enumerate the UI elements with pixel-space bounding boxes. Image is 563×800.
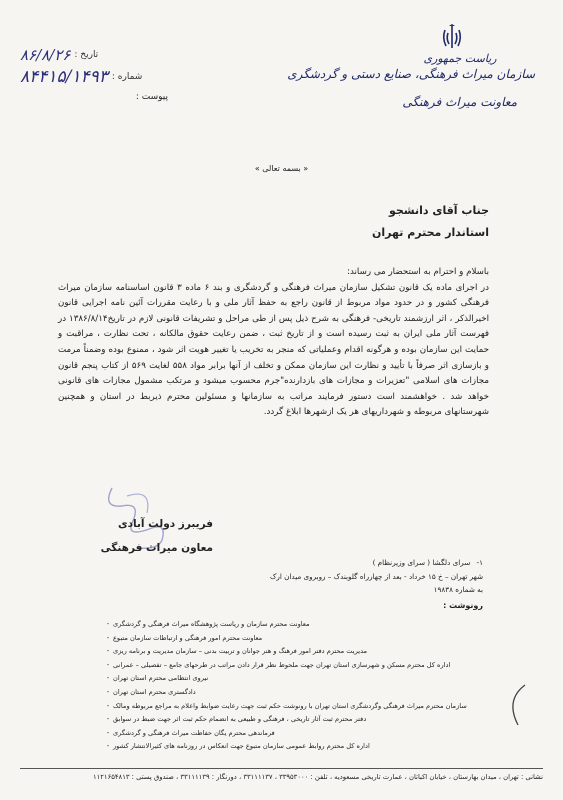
monument-registration: به شماره ۱۹۸۳۸ <box>433 585 483 594</box>
cc-bullet: - <box>106 701 110 710</box>
cc-item <box>103 645 483 659</box>
handwritten-mark <box>500 680 530 730</box>
signer-title: معاون میراث فرهنگی <box>100 542 213 554</box>
org-line-deputy: معاونت میراث فرهنگی <box>402 95 517 109</box>
cc-item-text: معاونت محترم سازمان و ریاست پژوهشگاه میراث فرهنگی و گردشگری <box>113 620 310 628</box>
cc-bullet: - <box>106 633 110 642</box>
cc-bullet: - <box>106 715 110 724</box>
cc-item <box>103 740 483 754</box>
cc-item-text: اداره کل محترم مسکن و شهرسازی استان تهران جهت ملحوظ نظر قرار دادن مراتب در طرحهای جامع – تفصیلی – عمرانی <box>113 660 451 669</box>
cc-bullet: - <box>106 660 110 669</box>
cc-item <box>103 632 483 646</box>
cc-bullet: - <box>106 687 110 696</box>
cc-item <box>103 686 483 700</box>
attachment-label: پیوست : <box>135 92 168 102</box>
letter-meta <box>20 44 170 102</box>
signature-block <box>101 512 213 560</box>
date-label: تاریخ : <box>74 50 99 60</box>
cc-bullet: - <box>106 742 110 751</box>
cc-item <box>103 727 483 741</box>
cc-item <box>103 672 483 686</box>
number-value: ۸۴۴۱۵/۱۴۹۳ <box>20 67 108 87</box>
addressee-name: جناب آقای دانشجو <box>388 204 489 217</box>
cc-bullet: - <box>106 620 110 628</box>
number-row <box>20 66 170 88</box>
addressee <box>372 200 489 244</box>
cc-item-text: مدیریت محترم دفتر امور فرهنگ و هنر جوانان و تربیت بدنی – سازمان مدیریت و برنامه ریزی <box>113 647 368 656</box>
cc-item <box>103 659 483 673</box>
org-line-presidency: ریاست جمهوری <box>423 52 497 65</box>
date-value: ۸۶/۸/۲۶ <box>20 46 71 64</box>
organization-heading <box>287 52 535 109</box>
monument-name: سرای دلگشا ( سرای وزیرنظام ) <box>372 558 471 567</box>
cc-bullet: - <box>106 647 110 656</box>
iran-emblem-icon <box>440 24 464 52</box>
cc-item-text: سازمان محترم میراث فرهنگی وگردشگری استان تهران با رونوشت حکم ثبت جهت رعایت ضوابط واعلام به مراجع مربوطه ومالک <box>113 701 467 710</box>
cc-item-text: دادگستری محترم استان تهران <box>113 687 196 696</box>
cc-item-text: اداره کل محترم روابط عمومی سازمان متبوع جهت انعکاس در روزنامه های کثیرالانتشار کشور <box>113 742 370 751</box>
cc-item <box>103 618 483 632</box>
org-line-organization: سازمان میراث فرهنگی، صنایع دستی و گردشگری <box>287 67 535 81</box>
cc-item <box>103 713 483 727</box>
letter-body <box>58 265 489 421</box>
date-row <box>20 44 170 66</box>
cc-item-text: فرماندهی محترم یگان حفاظت میراث فرهنگی و گردشگری <box>113 728 275 737</box>
monument-info <box>270 556 483 597</box>
monument-location: شهر تهران – خ ۱۵ خرداد - بعد از چهارراه گلوبندک – روبروی میدان ارک <box>269 571 483 581</box>
cc-item-text: نیروی انتظامی محترم استان تهران <box>113 674 209 683</box>
body-paragraph: در اجرای ماده یک قانون تشکیل سازمان میراث فرهنگی و گردشگری و بند ۶ ماده ۳ قانون اساسنامه سازمان میراث فرهنگی کشور و در حدود مواد مربوط از قانون راجع به حفظ آثار ملی و با رعایت مقررات آئین نامه اجرایی قانون اخیرالذکر ، اثر ارزشمند تاریخی- فرهنگی به شرح ذیل پس از طی مراحل و تشریفات قانونی لازم در تاریخ۱۳۸۶/۸/۱۴ در فهرست آثار ملی ایران به ثبت رسیده است و از تاریخ ثبت ، ضمن رعایت حقوق مالکانه ، تحت نظارت ، مراقبت و حمایت این سازمان بوده و هرگونه اقدام وعملیاتی که منجر به تخریب یا تغییر هویت اثر شود ، ممنوع بوده وضمناً مرمت و بازسازی اثر صرفاً با تأیید و نظارت این سازمان ممکن و تخلف از آنها برابر مواد ۵۵۸ لغایت ۵۶۹ از کتاب پنجم قانون مجازات های اسلامی "تعزیرات و مجازات های بازدارنده"جرم محسوب میشود و مرتکب مشمول مجازات های قانونی خواهد شد . خواهشمند است دستور فرمایند مراتب به سازمانها و مسئولین محترم ذیربط در استان و همچنین شهرستانهای مربوطه و شهرداریهای هر یک ازشهرها ابلاغ گردد. <box>58 282 489 418</box>
cc-bullet: - <box>106 728 110 737</box>
signer-name: فریبرز دولت آبادی <box>118 518 213 530</box>
cc-title: رونوشت : <box>443 601 483 610</box>
bismillah: « بسمه تعالی » <box>254 164 309 173</box>
cc-item-text: معاونت محترم امور فرهنگی و ارتباطات سازمان متبوع <box>113 633 263 642</box>
monument-index: ۱- <box>476 558 483 567</box>
footer-divider <box>20 768 543 769</box>
cc-list <box>103 618 483 754</box>
cc-item-text: دفتر محترم ثبت آثار تاریخی ، فرهنگی و طبیعی به انضمام حکم ثبت اثر جهت ضبط در سوابق <box>113 715 367 724</box>
addressee-title: استاندار محترم تهران <box>372 226 489 239</box>
monument-name-row <box>270 556 483 570</box>
cc-item <box>103 700 483 714</box>
greeting: باسلام و احترام به استحضار می رساند: <box>347 267 489 277</box>
cc-bullet: - <box>106 674 110 683</box>
number-label: شماره : <box>111 72 143 82</box>
footer-address: نشانی : تهران ، میدان بهارستان ، خیابان اکباتان ، عمارت تاریخی مسعودیه ، تلفن : ۳۳۹۵۳۰۰۰ ، ۳۳۱۱۱۱۳۷ ، دورنگار : ۳۳۱۱۱۱۳۹ ، صندوق پستی : ۱۱۲۱۶۵۴۸۱۳ <box>92 773 543 781</box>
